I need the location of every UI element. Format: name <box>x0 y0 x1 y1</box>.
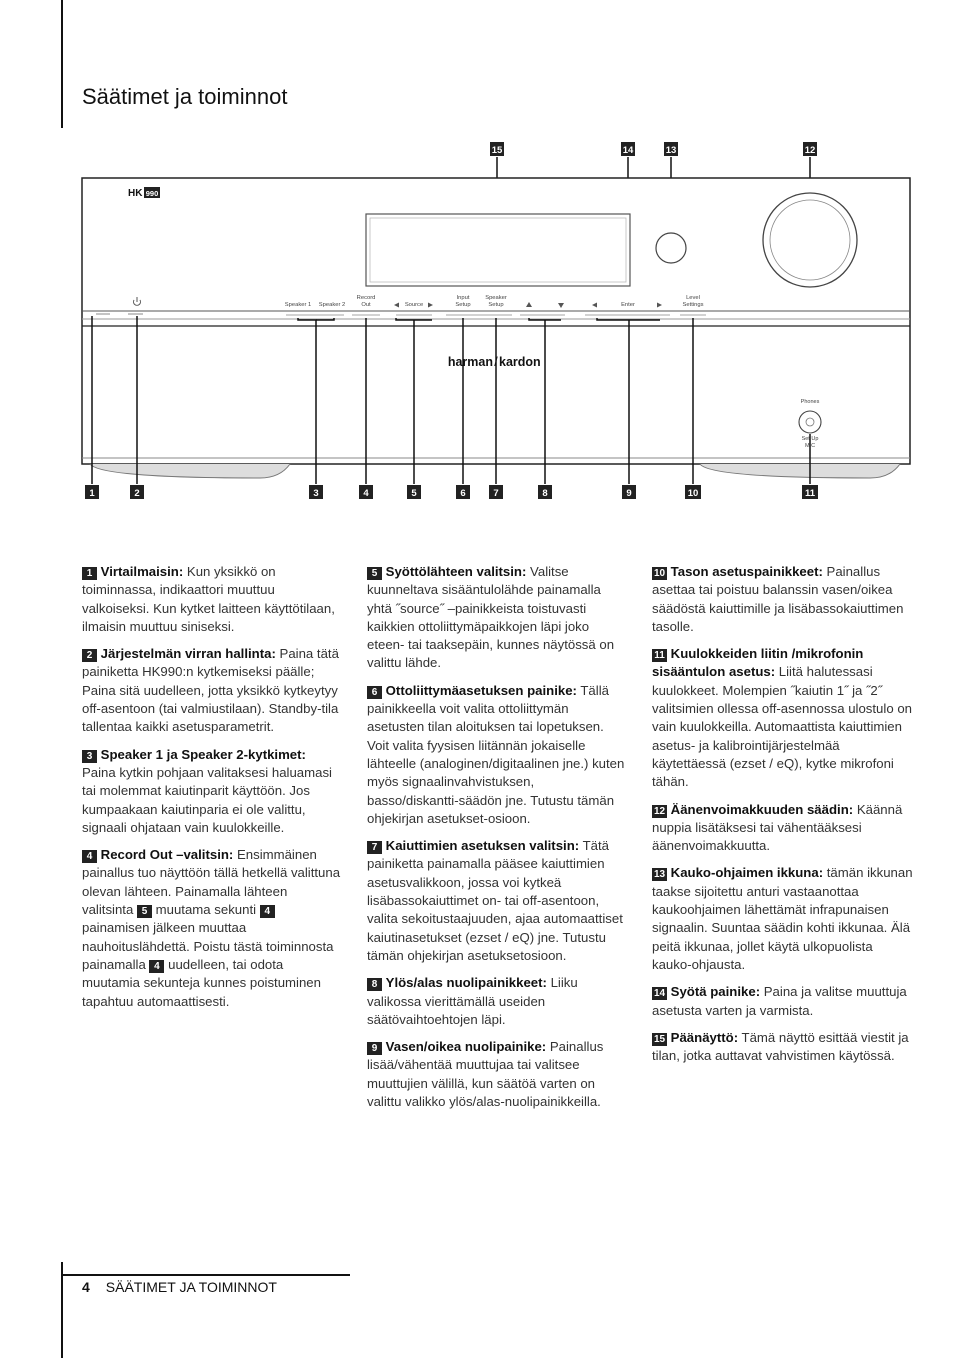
item-heading: Kuulokkeiden liitin /mikrofonin sisääntulon asetus: <box>652 646 864 680</box>
btn-speaker2: Speaker 2 <box>318 302 346 308</box>
item-heading: Kaiuttimien asetuksen valitsin: <box>385 838 580 854</box>
item-badge: 2 <box>82 649 97 662</box>
callout-11: 11 <box>804 488 816 499</box>
item-text: Paina tätä painiketta HK990:n kytkemiseksi päälle; Paina sitä uudelleen, jotta yksikkö kytkeytyy off-asentoon (tai valmiustilaan). Standby-tila tallentaa kaikki asetusparametrit. <box>82 646 339 735</box>
item-heading: Järjestelmän virran hallinta: <box>100 646 276 662</box>
item-text: Paina ja valitse muuttuja asetusta varten ja varmista. <box>652 984 907 1018</box>
item-heading: Record Out –valitsin: <box>100 847 234 863</box>
callout-12: 12 <box>804 145 816 156</box>
item-text: painamisen jälkeen muuttaa nauhoituslähdettä. Poistu tästä toiminnosta painamalla <box>82 920 334 972</box>
item-12 <box>652 801 914 856</box>
model-prefix: HK <box>128 188 143 199</box>
callout-4: 4 <box>363 488 369 499</box>
mic-label: MIC <box>804 443 816 449</box>
callout-15: 15 <box>491 145 503 156</box>
callout-3: 3 <box>313 488 319 499</box>
callout-9: 9 <box>626 488 632 499</box>
btn-enter: Enter <box>621 302 635 308</box>
item-6 <box>367 682 629 828</box>
item-11 <box>652 645 914 791</box>
model-number: 990 <box>145 189 159 198</box>
item-text: Tätä painiketta painamalla pääsee kaiuttimien asetusvalikkoon, jossa voi kytkeä lisäbassokaiuttimet on- tai off-asentoon, valita sekoitustaajuuden, ajaa automaattiset kaiutinasetukset (ezset / eQ) jne. Tutustu tämän ohjekirjan asetuksetosioon. <box>367 838 623 963</box>
btn-speaker: Speaker <box>485 295 507 301</box>
callout-7: 7 <box>493 488 499 499</box>
item-text: Painallus asettaa tai poistuu balanssin vasen/oikea säädöstä kaiuttimille ja lisäbassokaiuttimen tasolle. <box>652 564 904 634</box>
text-column-3 <box>652 563 914 1074</box>
svg-text:/: / <box>494 355 498 369</box>
item-3 <box>82 746 342 837</box>
margin-rule-bottom <box>61 1262 63 1358</box>
item-text: Painallus lisää/vähentää muuttujaa tai valitsee muuttujien välillä, kun säätöä varten on valittu valikko ylös/alas-nuolipainikkeilla. <box>367 1039 604 1110</box>
text-column-2 <box>367 563 629 1120</box>
item-badge: 6 <box>367 686 382 699</box>
btn-input: Input <box>456 295 470 301</box>
callout-13: 13 <box>665 145 677 156</box>
item-heading: Äänenvoimakkuuden säädin: <box>670 801 854 817</box>
item-heading: Ylös/alas nuolipainikkeet: <box>385 975 547 991</box>
text-column-1 <box>82 563 342 1020</box>
phones-jack <box>799 411 821 433</box>
item-8 <box>367 974 629 1029</box>
item-7 <box>367 837 629 965</box>
footer-section-title: SÄÄTIMET JA TOIMINNOT <box>105 1279 277 1295</box>
item-2 <box>82 645 342 736</box>
item-text: Käännä nuppia lisätäksesi tai vähentääksesi äänenvoimakkuutta. <box>652 801 903 854</box>
item-5 <box>367 563 629 673</box>
ir-window <box>656 233 686 263</box>
item-badge: 8 <box>367 978 382 991</box>
item-text: uudelleen, tai odota muutamia sekunteja kunnes poistuminen tapahtuu automaattisesti. <box>82 956 321 1009</box>
item-10 <box>652 563 914 636</box>
callouts-top <box>490 142 817 156</box>
callout-1: 1 <box>89 488 95 499</box>
callout-6: 6 <box>460 488 466 499</box>
item-text: Paina kytkin pohjaan valitaksesi haluamasi tai molemmat kaiutinparit käyttöön. Jos kumpaakaan kaiutinparia ei ole valittu, signaali ohjataan vain kuulokkeille. <box>82 764 332 835</box>
item-14 <box>652 983 914 1020</box>
item-badge: 9 <box>367 1042 382 1055</box>
item-heading: Virtailmaisin: <box>100 564 184 579</box>
btn-speaker-setup: Setup <box>488 302 504 308</box>
item-15 <box>652 1029 914 1066</box>
item-text: muutama sekunti <box>151 902 260 918</box>
item-badge: 7 <box>367 841 382 854</box>
item-text: Tämä näyttö esittää viestit ja tilan, jotka auttavat vahvistimen käytössä. <box>652 1029 909 1064</box>
item-heading: Syöttölähteen valitsin: <box>385 564 527 579</box>
brand-left: harman <box>447 355 493 369</box>
item-heading: Ottoliittymäasetuksen painike: <box>385 682 577 698</box>
ref-badge: 4 <box>260 905 275 918</box>
item-text: Kun yksikkö on toiminnassa, indikaattori muuttuu valkoiseksi. Kun kytket laitteen käyttötilaan, ilmaisin muuttuu siniseksi. <box>82 564 335 634</box>
item-text: Valitse kuunneltava sisääntulolähde painamalla yhtä ˝source˝ –painikkeista toistuvasti kaikkien ottoliittymäpaikkojen läpi joko eteen- tai taaksepäin, kunnes näytössä on valittu lähde. <box>367 564 615 671</box>
item-badge: 12 <box>653 805 666 817</box>
volume-knob <box>763 193 857 287</box>
phones-label: Phones <box>800 399 820 405</box>
item-heading: Vasen/oikea nuolipainike: <box>385 1039 547 1055</box>
callout-2: 2 <box>134 488 140 499</box>
btn-record: Record <box>356 295 376 301</box>
callout-5: 5 <box>411 488 417 499</box>
btn-level: Level <box>686 295 700 301</box>
item-badge: 4 <box>82 850 97 863</box>
item-badge: 14 <box>653 988 666 1000</box>
item-text: tämän ikkunan taakse sijoitettu anturi vastaanottaa kaukoohjaimen lähettämät infrapunaisen signaalin. Suuntaa säädin kohti ikkunaa. Älä peitä ikkunaa, jollet käytä ulkopuolista kauko-ohjausta. <box>652 865 913 972</box>
item-badge: 5 <box>367 567 382 580</box>
page-footer <box>82 1279 277 1295</box>
callout-10: 10 <box>687 488 699 499</box>
callout-14: 14 <box>622 145 634 156</box>
callout-8: 8 <box>542 488 548 499</box>
btn-out: Out <box>361 302 371 308</box>
item-badge: 3 <box>82 750 97 763</box>
item-4 <box>82 846 342 1011</box>
page-number: 4 <box>82 1279 90 1295</box>
footer-rule <box>62 1274 350 1276</box>
item-badge: 13 <box>653 869 666 881</box>
item-badge: 1 <box>82 567 97 580</box>
item-badge: 15 <box>653 1033 666 1045</box>
btn-input-setup: Setup <box>455 302 471 308</box>
item-text: Liitä halutessasi kuulokkeet. Molempien ˝kaiutin 1˝ ja ˝2˝ valitsimien ollessa off-asennossa ulostulo on vain kuulokkeilla. Automaattista kaiuttimien asetus- ja kalibrointijärjestelmää käytettäessä (ezset / eQ), kytke mikrofoni tähän. <box>652 664 912 790</box>
ref-badge: 4 <box>149 960 164 973</box>
item-heading: Tason asetuspainikkeet: <box>670 564 823 579</box>
btn-source: Source <box>404 302 424 308</box>
item-9 <box>367 1038 629 1111</box>
item-text: Tällä painikkeella voit valita ottoliittymän asetusten tilan aloituksen tai lopetuksen. Voit valita fyysisen liitännän jokaiselle lähteelle (analoginen/digitaalinen jne.) kuten myös signaalinvahvistuksen, basso/diskantti-säädön jne. Tutustu tämän ohjekirjan asetukset-osioon. <box>367 682 625 826</box>
item-text: Ensimmäinen painallus tuo näyttöön tällä hetkellä valittuna olevan lähteen. Painamalla lähteen valitsinta <box>82 847 341 918</box>
callouts-bottom <box>85 485 818 499</box>
item-badge: 11 <box>652 649 667 662</box>
item-heading: Kauko-ohjaimen ikkuna: <box>670 865 824 881</box>
setup-label: Set Up <box>801 436 819 442</box>
item-heading: Päänäyttö: <box>670 1029 739 1045</box>
item-1 <box>82 563 342 636</box>
btn-level-settings: Settings <box>682 302 704 308</box>
item-13 <box>652 864 914 974</box>
front-panel-diagram <box>0 0 960 520</box>
brand-right: kardon <box>499 355 541 369</box>
item-badge: 10 <box>653 568 666 579</box>
item-text: Liiku valikossa vierittämällä useiden säätövaihtoehtojen läpi. <box>367 975 578 1027</box>
ref-badge: 5 <box>137 905 152 918</box>
btn-speaker1: Speaker 1 <box>284 302 312 308</box>
page-title: Säätimet ja toiminnot <box>82 84 288 109</box>
main-display <box>366 214 630 286</box>
item-heading: Syötä painike: <box>670 984 761 1000</box>
item-heading: Speaker 1 ja Speaker 2-kytkimet: <box>100 746 306 762</box>
